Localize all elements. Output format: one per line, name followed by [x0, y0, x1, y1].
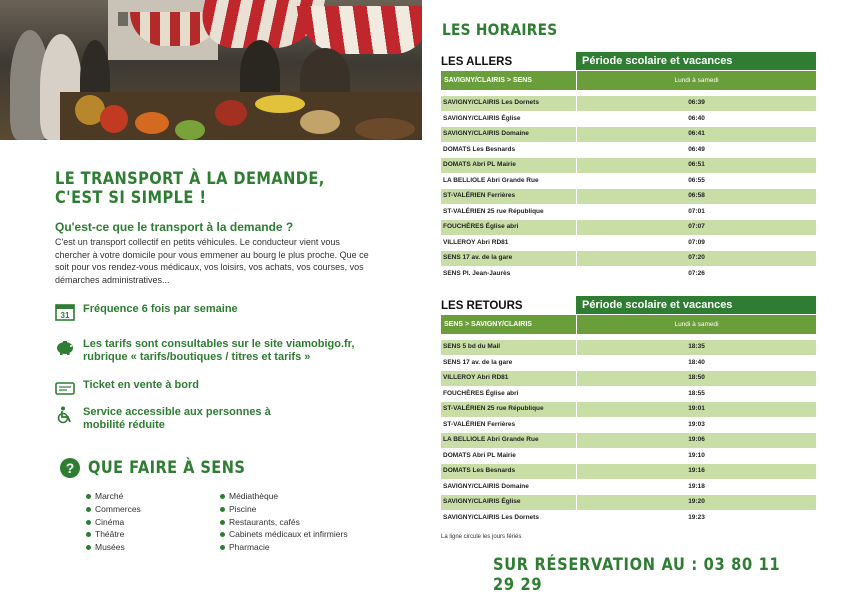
feature-accessibility	[55, 406, 313, 432]
stop-name: DOMATS Les Besnards	[441, 464, 576, 479]
svg-text:31: 31	[60, 311, 70, 320]
departure-time: 07:09	[577, 236, 816, 251]
departure-time: 19:03	[577, 418, 816, 433]
stop-name: SENS 17 av. de la gare	[441, 356, 576, 371]
main-title-line1: LE TRANSPORT À LA DEMANDE,	[55, 169, 325, 189]
table-row	[441, 449, 816, 464]
feature-tarifs-text: Les tarifs sont consultables sur le site viamobigo.fr, rubrique « tarifs/boutiques / titres et tarifs »	[83, 338, 355, 363]
departure-time: 19:23	[577, 511, 816, 526]
retour-label: LES RETOURS	[441, 300, 523, 312]
stop-name: ST-VALÉRIEN Ferrières	[441, 189, 576, 204]
table-row	[441, 480, 816, 495]
table-row	[441, 464, 816, 479]
departure-time: 19:01	[577, 402, 816, 417]
ticket-icon	[55, 379, 75, 397]
table-row	[441, 495, 816, 510]
produce	[300, 110, 340, 134]
intro-text: C'est un transport collectif en petits véhicules. Le conducteur vient vous chercher à votre domicile pour vous emmener au bourg le plus proche. Que ce soit pour vos rendez-vous médicaux, vos loisirs, vos achats, vos courses, vos démarches administratives...	[55, 237, 369, 285]
table-row	[441, 433, 816, 448]
produce	[175, 120, 205, 140]
departure-time: 06:51	[577, 158, 816, 173]
feature-frequency	[55, 303, 238, 321]
produce	[135, 112, 169, 134]
table-row	[441, 356, 816, 371]
stop-name: VILLEROY Abri RD81	[441, 236, 576, 251]
table-row	[441, 143, 816, 158]
retour-route: SENS > SAVIGNY/CLAIRIS	[441, 315, 576, 334]
departure-time: 06:58	[577, 189, 816, 204]
activities-list-2	[220, 490, 348, 554]
departure-time: 19:06	[577, 433, 816, 448]
table-row	[441, 158, 816, 173]
wheelchair-icon	[55, 406, 75, 424]
table-row	[441, 251, 816, 266]
stop-name: FOUCHÈRES Église abri	[441, 220, 576, 235]
table-row	[441, 267, 816, 282]
table-row	[441, 96, 816, 111]
departure-time: 19:10	[577, 449, 816, 464]
table-row	[441, 418, 816, 433]
activities-title: QUE FAIRE À SENS	[88, 458, 246, 478]
table-row	[441, 402, 816, 417]
departure-time: 07:01	[577, 205, 816, 220]
table-row	[441, 387, 816, 402]
table-row	[441, 511, 816, 526]
stop-name: DOMATS Les Besnards	[441, 143, 576, 158]
aller-period: Période scolaire et vacances	[576, 52, 816, 70]
stop-name: SAVIGNY/CLAIRIS Les Dornets	[441, 511, 576, 526]
stop-name: SENS 5 bd du Mail	[441, 340, 576, 355]
stop-name: SAVIGNY/CLAIRIS Domaine	[441, 127, 576, 142]
produce	[255, 95, 305, 113]
schedule-title: LES HORAIRES	[442, 20, 558, 39]
main-title-line2: C'EST SI SIMPLE !	[55, 188, 207, 208]
market-photo	[0, 0, 422, 140]
list-item: Restaurants, cafés	[220, 516, 348, 529]
produce	[100, 105, 128, 133]
feature-accessibility-text: Service accessible aux personnes à mobilité réduite	[83, 406, 271, 431]
stop-name: SENS Pl. Jean-Jaurès	[441, 267, 576, 282]
stop-name: LA BELLIOLE Abri Grande Rue	[441, 174, 576, 189]
question-icon: ?	[60, 458, 80, 478]
table-row	[441, 127, 816, 142]
departure-time: 19:16	[577, 464, 816, 479]
retour-days: Lundi à samedi	[577, 315, 816, 334]
list-item: Cinéma	[86, 516, 141, 529]
departure-time: 18:50	[577, 371, 816, 386]
feature-frequency-text: Fréquence 6 fois par semaine	[83, 303, 238, 315]
feature-ticket-text: Ticket en vente à bord	[83, 379, 199, 391]
reservation-phone: SUR RÉSERVATION AU : 03 80 11 29 29	[493, 555, 781, 595]
table-row	[441, 189, 816, 204]
retour-period: Période scolaire et vacances	[576, 296, 816, 314]
table-row	[441, 236, 816, 251]
stop-name: DOMATS Abri PL Mairie	[441, 158, 576, 173]
list-item: Cabinets médicaux et infirmiers	[220, 528, 348, 541]
stop-name: ST-VALÉRIEN Ferrières	[441, 418, 576, 433]
aller-label: LES ALLERS	[441, 56, 513, 68]
departure-time: 07:20	[577, 251, 816, 266]
list-item: Théâtre	[86, 528, 141, 541]
stop-name: DOMATS Abri PL Mairie	[441, 449, 576, 464]
departure-time: 06:41	[577, 127, 816, 142]
departure-time: 19:18	[577, 480, 816, 495]
piggy-bank-icon	[55, 338, 75, 356]
stop-name: SENS 17 av. de la gare	[441, 251, 576, 266]
table-row	[441, 340, 816, 355]
holiday-note: La ligne circule les jours fériés	[441, 534, 522, 540]
feature-tarifs	[55, 338, 383, 364]
produce	[355, 118, 415, 140]
activities-list-1	[86, 490, 141, 554]
main-title	[55, 170, 325, 208]
stop-name: ST-VALÉRIEN 25 rue République	[441, 205, 576, 220]
departure-time: 07:07	[577, 220, 816, 235]
aller-days: Lundi à samedi	[577, 71, 816, 90]
departure-time: 18:35	[577, 340, 816, 355]
stop-name: SAVIGNY/CLAIRIS Domaine	[441, 480, 576, 495]
list-item: Musées	[86, 541, 141, 554]
table-row	[441, 112, 816, 127]
stop-name: SAVIGNY/CLAIRIS Église	[441, 112, 576, 127]
list-item: Médiathèque	[220, 490, 348, 503]
departure-time: 06:39	[577, 96, 816, 111]
calendar-icon	[55, 303, 75, 321]
awning	[297, 6, 422, 54]
stop-name: LA BELLIOLE Abri Grande Rue	[441, 433, 576, 448]
table-row	[441, 371, 816, 386]
stop-name: VILLEROY Abri RD81	[441, 371, 576, 386]
list-item: Pharmacie	[220, 541, 348, 554]
list-item: Marché	[86, 490, 141, 503]
aller-table	[441, 52, 816, 282]
departure-time: 06:49	[577, 143, 816, 158]
produce	[215, 100, 247, 126]
feature-ticket	[55, 379, 199, 397]
departure-time: 18:55	[577, 387, 816, 402]
stop-name: FOUCHÈRES Église abri	[441, 387, 576, 402]
retour-table	[441, 296, 816, 526]
table-row	[441, 174, 816, 189]
table-row	[441, 220, 816, 235]
list-item: Piscine	[220, 503, 348, 516]
table-row	[441, 205, 816, 220]
list-item: Commerces	[86, 503, 141, 516]
departure-time: 06:40	[577, 112, 816, 127]
departure-time: 07:26	[577, 267, 816, 282]
stop-name: SAVIGNY/CLAIRIS Église	[441, 495, 576, 510]
activities-header	[60, 458, 271, 478]
subtitle: Qu'est-ce que le transport à la demande ?	[55, 220, 294, 234]
stop-name: ST-VALÉRIEN 25 rue République	[441, 402, 576, 417]
stop-name: SAVIGNY/CLAIRIS Les Dornets	[441, 96, 576, 111]
departure-time: 19:20	[577, 495, 816, 510]
aller-route: SAVIGNY/CLAIRIS > SENS	[441, 71, 576, 90]
departure-time: 06:55	[577, 174, 816, 189]
departure-time: 18:40	[577, 356, 816, 371]
